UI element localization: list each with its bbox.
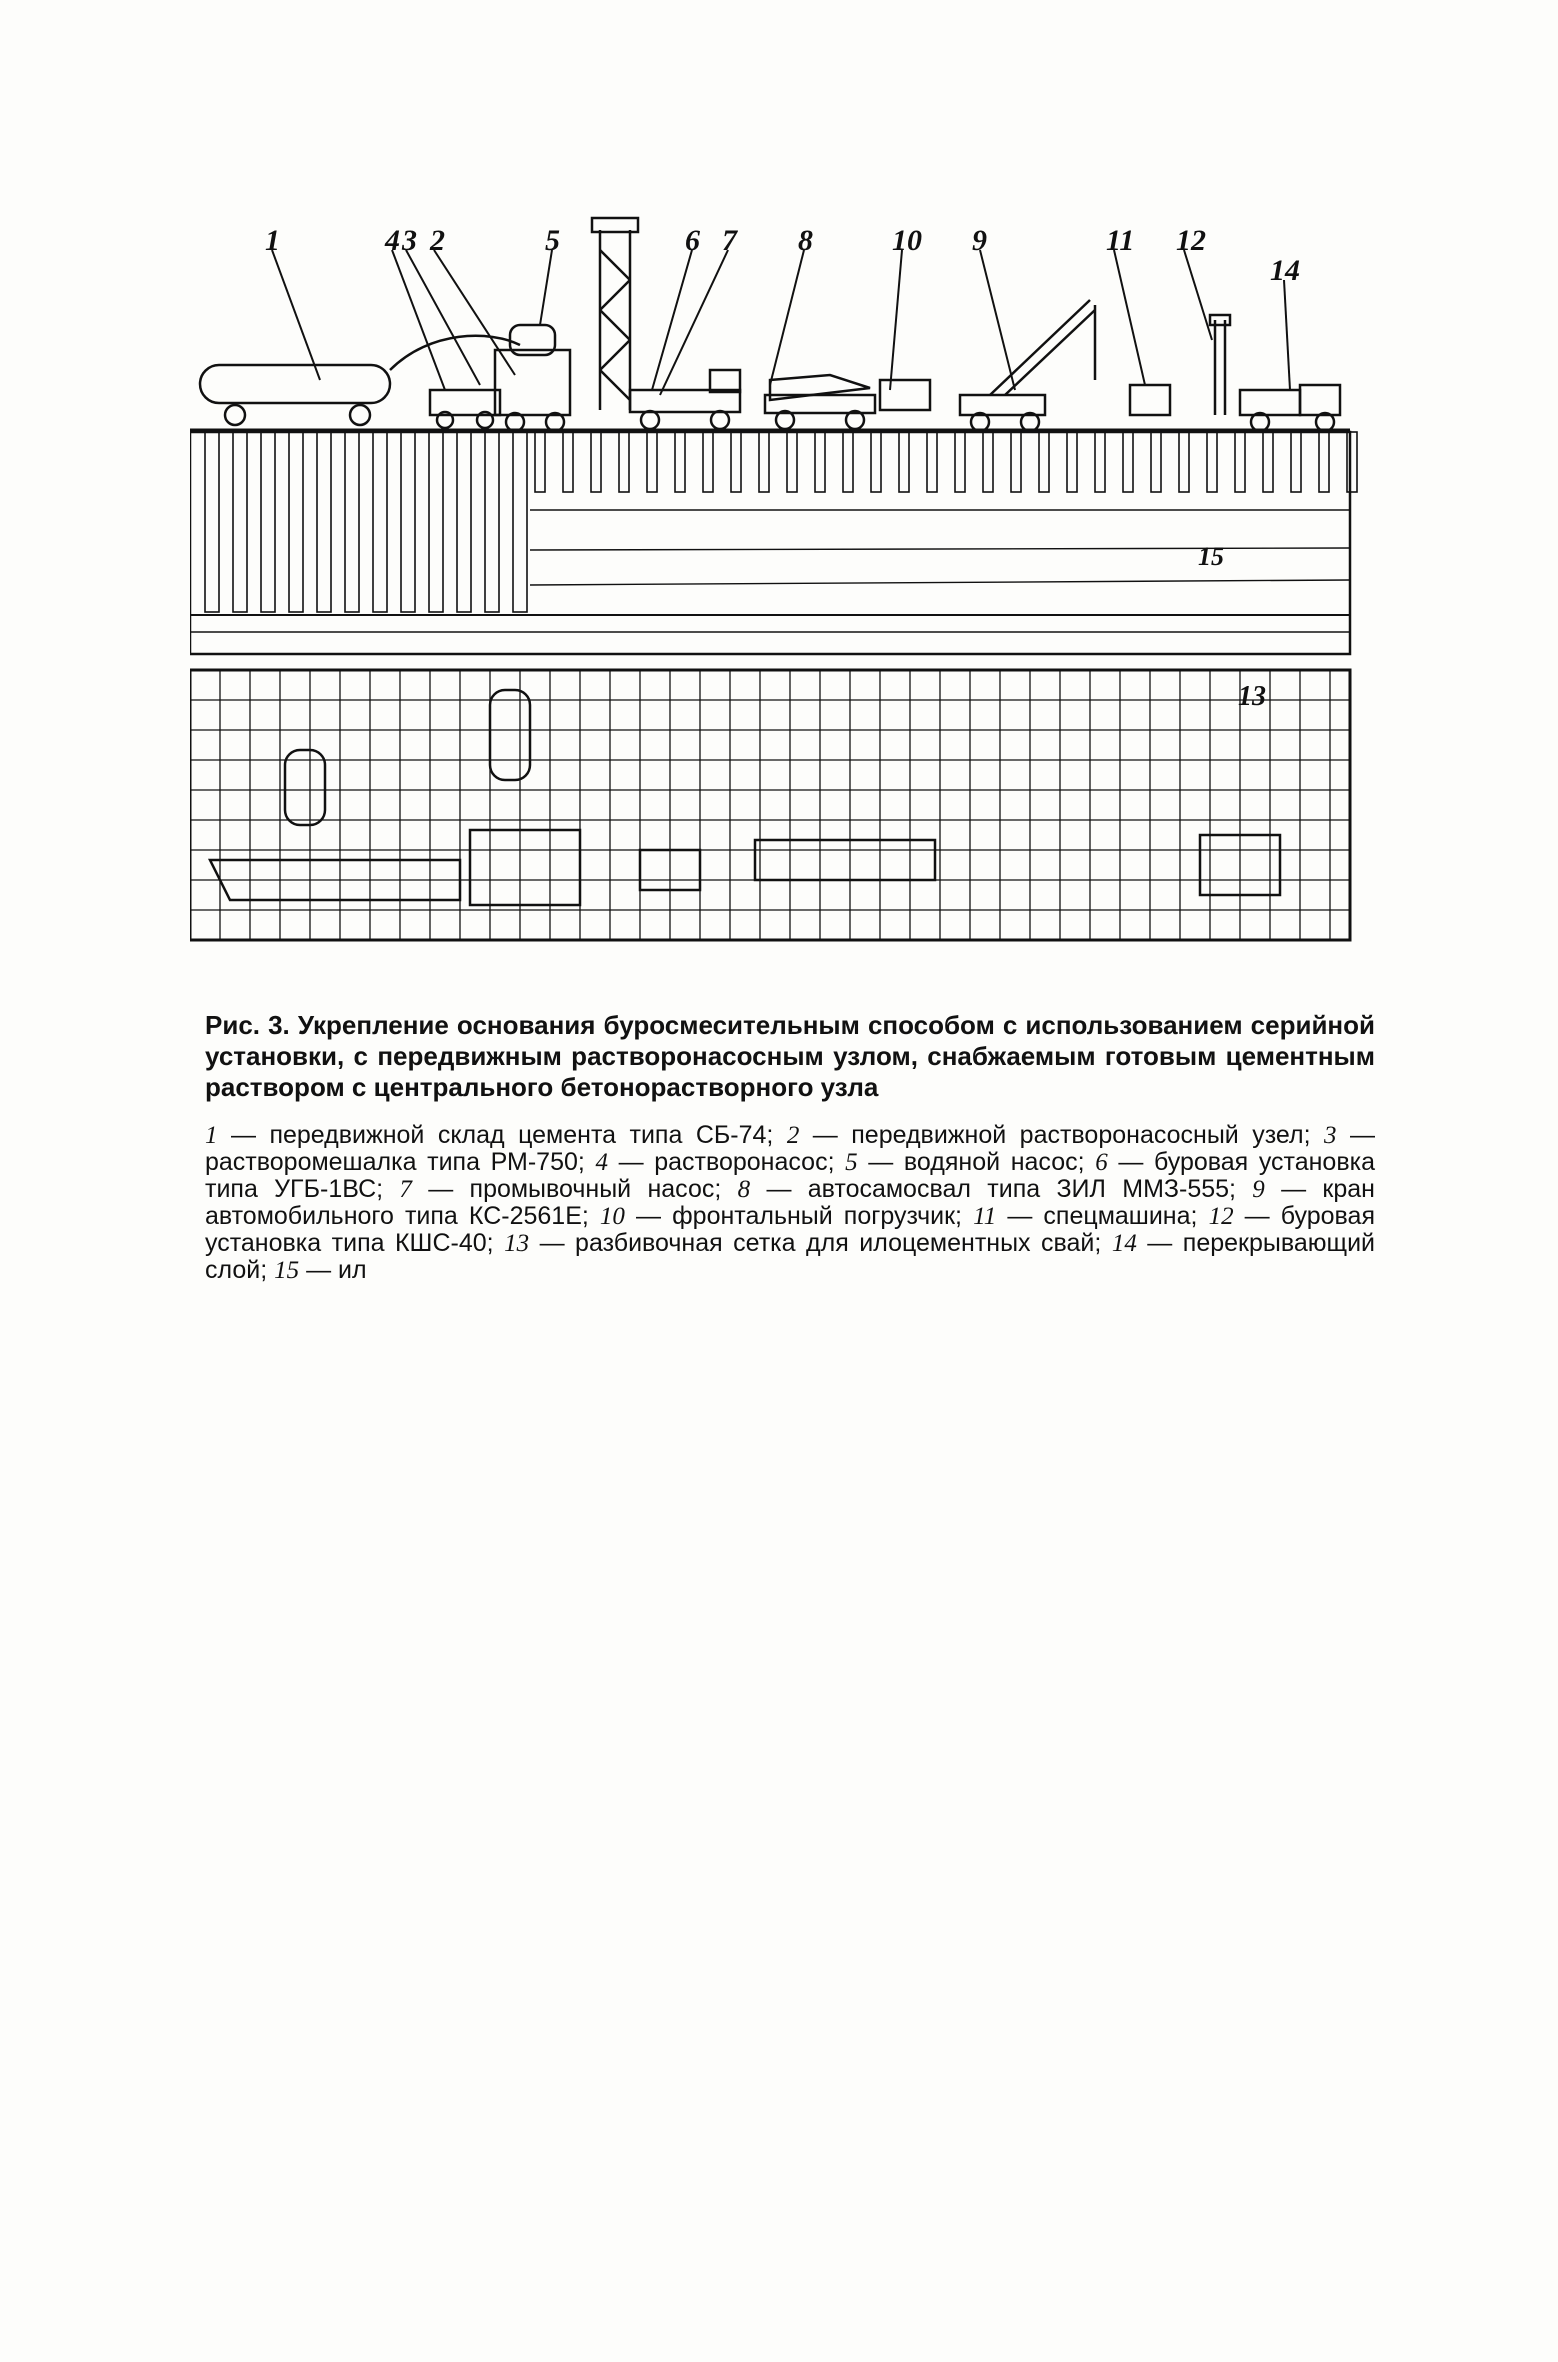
figure-label: 5 [545, 224, 560, 257]
site-figure [190, 210, 1390, 980]
cement-silo-trailer [200, 365, 390, 403]
pile [457, 432, 471, 612]
legend-number: 7 [399, 1176, 412, 1203]
pile [787, 432, 797, 492]
legend-text: — передвижной склад цемента типа СБ-74; [217, 1121, 787, 1149]
legend-text: — растворомешалка типа РМ-750; [205, 1121, 1375, 1176]
figure-label: 6 [685, 224, 700, 257]
pile [927, 432, 937, 492]
equipment [200, 218, 1340, 431]
figure-label: 8 [798, 224, 813, 257]
pile [345, 432, 359, 612]
pile [205, 432, 219, 612]
pile [983, 432, 993, 492]
figure-label: 4 [385, 224, 400, 257]
legend-text: — промывочный насос; [411, 1175, 738, 1203]
legend-number: 1 [205, 1122, 218, 1149]
leader-lines [272, 250, 1290, 395]
figure-label: 7 [722, 224, 737, 257]
figure-label: 12 [1176, 224, 1206, 257]
legend-text: — кран автомобильного типа КС-2561Е; [205, 1175, 1375, 1230]
pile [513, 432, 527, 612]
legend-number: 15 [274, 1257, 300, 1284]
pile [955, 432, 965, 492]
legend-number: 6 [1095, 1149, 1108, 1176]
pile [731, 432, 741, 492]
label-15: 15 [1198, 542, 1224, 571]
legend-text: — растворонасос; [607, 1148, 846, 1176]
figure-label: 3 [402, 224, 417, 257]
pile [1123, 432, 1133, 492]
pile [1095, 432, 1105, 492]
legend-number: 4 [595, 1149, 608, 1176]
pile [1235, 432, 1245, 492]
pile [1263, 432, 1273, 492]
label-13: 13 [1238, 681, 1266, 712]
pile [591, 432, 601, 492]
legend-text: — спецмашина; [996, 1202, 1209, 1230]
ilocement-piles [205, 432, 1357, 612]
pile [619, 432, 629, 492]
pile [317, 432, 331, 612]
pile [703, 432, 713, 492]
legend-number: 11 [973, 1203, 997, 1230]
legend-number: 8 [737, 1176, 751, 1203]
pile [1347, 432, 1357, 492]
pile [233, 432, 247, 612]
legend-number: 3 [1324, 1122, 1337, 1149]
pile [1291, 432, 1301, 492]
legend-number: 2 [786, 1122, 800, 1149]
figure-label: 2 [430, 224, 445, 257]
figure-label: 1 [265, 224, 280, 257]
figure-label: 10 [892, 224, 922, 257]
pile [759, 432, 769, 492]
pile [485, 432, 499, 612]
pile [1067, 432, 1077, 492]
legend-number: 12 [1208, 1203, 1234, 1230]
pile [1039, 432, 1049, 492]
legend-text: — ил [299, 1256, 367, 1284]
pile [1179, 432, 1189, 492]
figure-label: 9 [972, 224, 987, 257]
pile [261, 432, 275, 612]
legend-number: 14 [1111, 1230, 1137, 1257]
pile [871, 432, 881, 492]
pile [535, 432, 545, 492]
plan-view [190, 670, 1350, 940]
legend-number: 9 [1252, 1176, 1265, 1203]
legend-text: — автосамосвал типа ЗИЛ ММЗ-555; [750, 1175, 1253, 1203]
pile [843, 432, 853, 492]
pile [815, 432, 825, 492]
legend-text: — буровая установка типа УГБ-1ВС; [205, 1148, 1375, 1203]
pile [401, 432, 415, 612]
pile [563, 432, 573, 492]
pile [1319, 432, 1329, 492]
pile [1207, 432, 1217, 492]
pile [675, 432, 685, 492]
legend-number: 10 [599, 1203, 625, 1230]
pile [373, 432, 387, 612]
legend-text: — передвижной растворонасосный узел; [799, 1121, 1325, 1149]
pile [647, 432, 657, 492]
figure-legend [205, 1122, 1375, 1284]
pile [1011, 432, 1021, 492]
figure-caption: Рис. 3. Укрепление основания буросмесительным способом с использованием серийной установки, с передвижным растворонасосным узлом, снабжаемым готовым цементным раствором с центрального бетонорастворного узла [205, 1010, 1375, 1102]
figure-label: 14 [1270, 254, 1300, 287]
legend-number: 13 [504, 1230, 530, 1257]
legend-number: 5 [845, 1149, 858, 1176]
pile [1151, 432, 1161, 492]
pile [429, 432, 443, 612]
pile [289, 432, 303, 612]
legend-text: — фронтальный погрузчик; [624, 1202, 974, 1230]
legend-text: — водяной насос; [857, 1148, 1096, 1176]
figure-label: 11 [1106, 224, 1135, 257]
soil-section [190, 430, 1357, 654]
legend-text: — разбивочная сетка для илоцементных свай; [529, 1229, 1112, 1257]
pile [899, 432, 909, 492]
legend-text: — перекрывающий слой; [205, 1229, 1376, 1284]
legend-text: — буровая установка типа КШС-40; [205, 1202, 1375, 1257]
